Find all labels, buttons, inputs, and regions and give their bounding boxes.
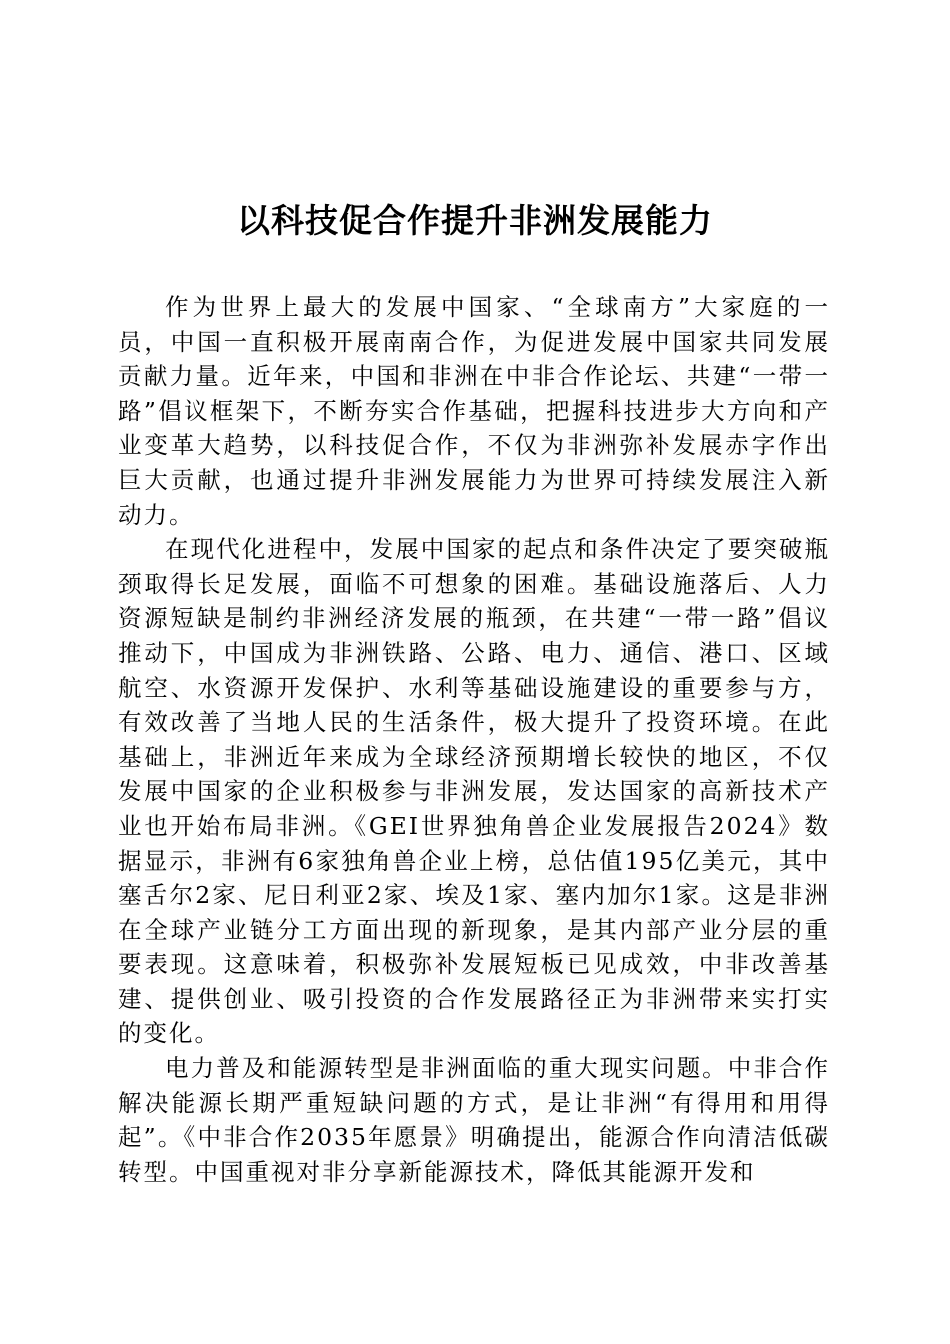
document-body (118, 290, 830, 1189)
paragraph-3: 电力普及和能源转型是非洲面临的重大现实问题。中非合作解决能源长期严重短缺问题的方式，是让非洲“有得用和用得起”。《中非合作2035年愿景》明确提出，能源合作向清洁低碳转型。中国重视对非分享新能源技术，降低其能源开发和 (118, 1054, 830, 1186)
document-title: 以科技促合作提升非洲发展能力 (237, 201, 713, 240)
paragraph-2: 在现代化进程中，发展中国家的起点和条件决定了要突破瓶颈取得长足发展，面临不可想象的困难。基础设施落后、人力资源短缺是制约非洲经济发展的瓶颈，在共建“一带一路”倡议推动下，中国成为非洲铁路、公路、电力、通信、港口、区域航空、水资源开发保护、水利等基础设施建设的重要参与方，有效改善了当地人民的生活条件，极大提升了投资环境。在此基础上，非洲近年来成为全球经济预期增长较快的地区，不仅发展中国家的企业积极参与非洲发展，发达国家的高新技术产业也开始布局非洲。《GEI世界独角兽企业发展报告2024》数据显示，非洲有6家独角兽企业上榜，总估值195亿美元，其中塞舌尔2家、尼日利亚2家、埃及1家、塞内加尔1家。这是非洲在全球产业链分工方面出现的新现象，是其内部产业分层的重要表现。这意味着，积极弥补发展短板已见成效，中非改善基建、提供创业、吸引投资的合作发展路径正为非洲带来实打实的变化。 (118, 535, 830, 1048)
paragraph-1: 作为世界上最大的发展中国家、“全球南方”大家庭的一员，中国一直积极开展南南合作，为促进发展中国家共同发展贡献力量。近年来，中国和非洲在中非合作论坛、共建“一带一路”倡议框架下，不断夯实合作基础，把握科技进步大方向和产业变革大趋势，以科技促合作，不仅为非洲弥补发展赤字作出巨大贡献，也通过提升非洲发展能力为世界可持续发展注入新动力。 (118, 293, 830, 529)
